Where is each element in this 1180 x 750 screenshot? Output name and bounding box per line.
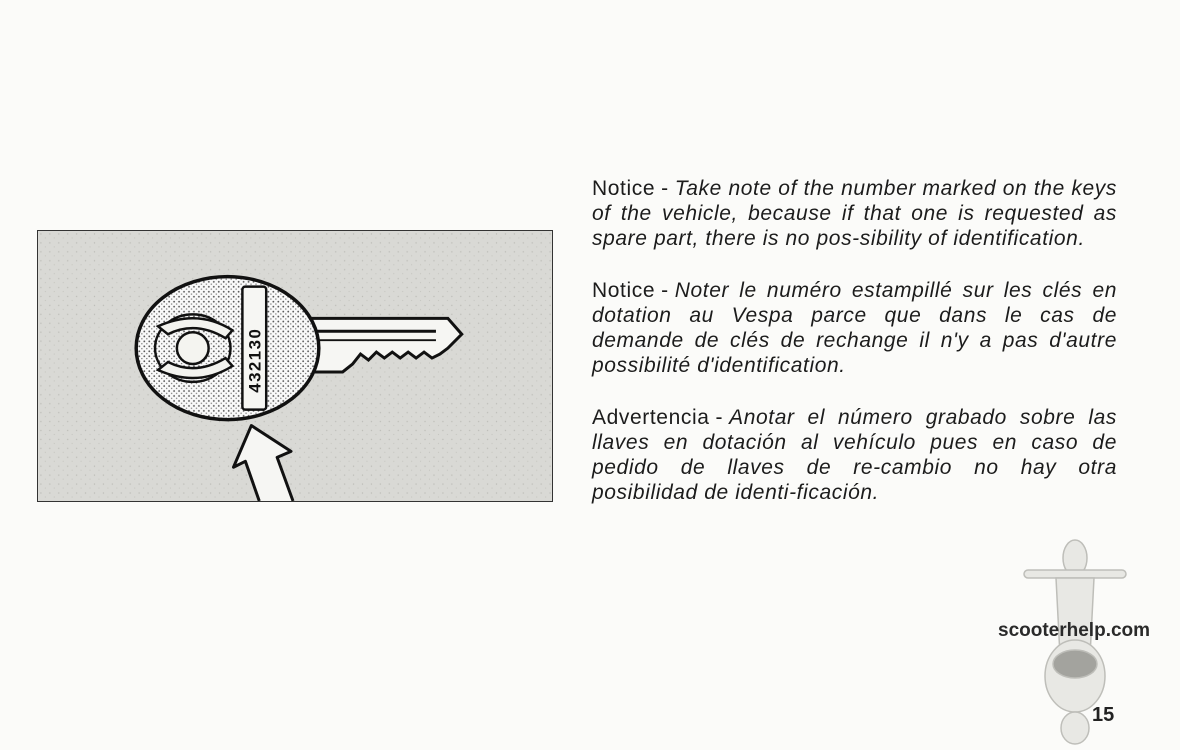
key-illustration (37, 230, 553, 502)
notice-body: Take note of the number marked on the keys of the vehicle, because if that one is requested as spare part, there is no pos-sibility of identification. (592, 177, 1117, 250)
notice-label: Notice (592, 177, 656, 200)
notice-separator: - (661, 177, 669, 200)
notice-label: Notice (592, 279, 656, 302)
key-number: 432130 (245, 327, 265, 393)
notice-french (592, 278, 1117, 378)
notice-body: Anotar el número grabado sobre las llaves en dotación al vehículo pues en caso de pedido de llaves de re-cambio no hay otra posibilidad de identi-ficación. (592, 406, 1117, 504)
notice-label: Advertencia (592, 406, 710, 429)
key-icon (38, 231, 552, 501)
page-number: 15 (1092, 704, 1115, 726)
notice-english (592, 176, 1117, 251)
notice-separator: - (661, 279, 669, 302)
scooterhelp-watermark (990, 536, 1170, 746)
notice-separator: - (715, 406, 724, 429)
watermark-text: scooterhelp.com (998, 620, 1151, 641)
notice-text-column (592, 176, 1117, 532)
notice-body: Noter le numéro estampillé sur les clés en dotation au Vespa parce que dans le cas de demande de clés de rechange il n'y a pas d'autre possibilité d'identification. (592, 279, 1117, 377)
notice-spanish (592, 405, 1117, 505)
